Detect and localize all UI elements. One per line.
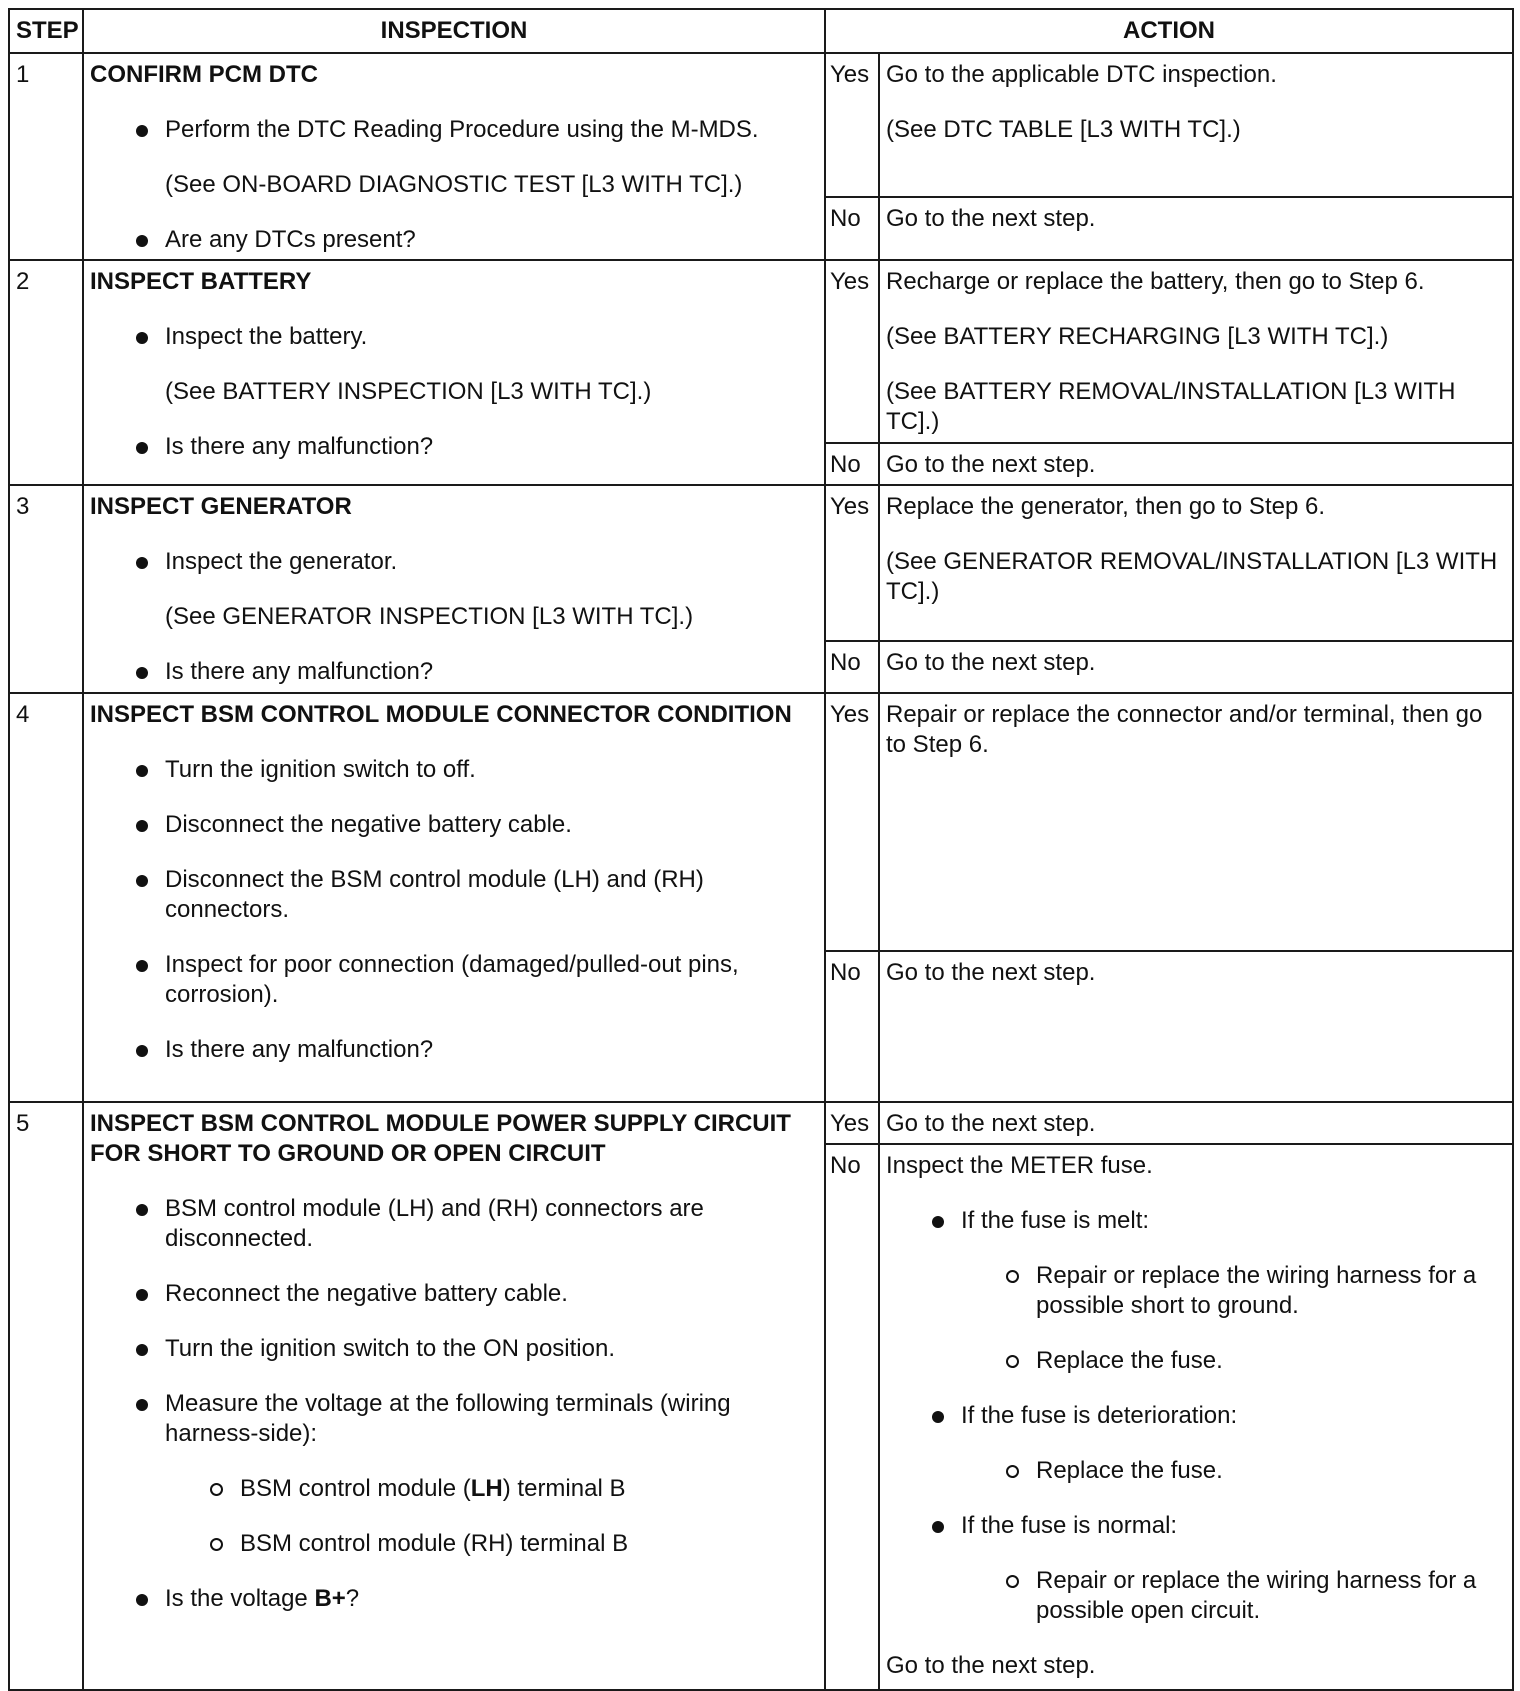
bullet-item: Is there any malfunction? (90, 657, 818, 687)
yes-action-cell (879, 693, 1513, 951)
sub-bullet-item (90, 1474, 818, 1504)
sub-bullet-text: ) terminal B (502, 1475, 626, 1502)
header-action: ACTION (825, 9, 1513, 53)
table-row (9, 1102, 1513, 1144)
action-text: Inspect the METER fuse. (886, 1152, 1153, 1179)
bullet-text: Is the voltage (165, 1585, 315, 1612)
reference-text: (See GENERATOR INSPECTION [L3 WITH TC].) (165, 603, 694, 630)
action-sub-bullet-item: Repair or replace the wiring harness for a possible open circuit. (886, 1566, 1506, 1626)
action-text: Go to the applicable DTC inspection. (886, 61, 1277, 88)
yes-label: Yes (825, 693, 879, 951)
reference-text: (See DTC TABLE [L3 WITH TC].) (886, 116, 1241, 143)
header-inspection: INSPECTION (83, 9, 825, 53)
step-number: 3 (9, 485, 83, 693)
no-action-cell (879, 641, 1513, 693)
bullet-item: Is there any malfunction? (90, 432, 818, 462)
table-row (9, 693, 1513, 951)
inspection-cell (83, 485, 825, 693)
step-title: INSPECT GENERATOR (90, 493, 352, 520)
no-label: No (825, 951, 879, 1102)
yes-label: Yes (825, 53, 879, 197)
yes-action-cell (879, 53, 1513, 197)
action-text: Go to the next step. (886, 1110, 1096, 1137)
action-text: Replace the generator, then go to Step 6. (886, 493, 1325, 520)
yes-action-cell (879, 485, 1513, 641)
bullet-bold-text: B+ (314, 1585, 346, 1612)
step-number: 2 (9, 260, 83, 485)
yes-action-cell (879, 1102, 1513, 1144)
action-text: Recharge or replace the battery, then go to Step 6. (886, 268, 1425, 295)
action-text: Go to the next step. (886, 959, 1096, 986)
step-number: 1 (9, 53, 83, 260)
inspection-cell (83, 260, 825, 485)
yes-label: Yes (825, 1102, 879, 1144)
action-sub-bullet-item: Replace the fuse. (886, 1346, 1506, 1376)
action-text: Repair or replace the connector and/or terminal, then go to Step 6. (886, 701, 1483, 758)
no-label: No (825, 641, 879, 693)
action-sub-bullet-item: Repair or replace the wiring harness for a possible short to ground. (886, 1261, 1506, 1321)
table-header-row (9, 9, 1513, 53)
action-text: Go to the next step. (886, 451, 1096, 478)
reference-text: (See BATTERY RECHARGING [L3 WITH TC].) (886, 323, 1389, 350)
reference-text: (See BATTERY REMOVAL/INSTALLATION [L3 WITH TC].) (886, 378, 1456, 435)
bullet-item: Inspect the generator. (90, 547, 818, 577)
action-text: Go to the next step. (886, 204, 1096, 232)
inspection-table (8, 8, 1514, 1691)
bullet-item: Disconnect the negative battery cable. (90, 810, 818, 840)
table-row (9, 485, 1513, 641)
bullet-item: Turn the ignition switch to off. (90, 755, 818, 785)
yes-label: Yes (825, 260, 879, 443)
bullet-item: Is there any malfunction? (90, 1035, 818, 1065)
no-action-cell (879, 443, 1513, 485)
bullet-item: Inspect for poor connection (damaged/pulled-out pins, corrosion). (90, 950, 818, 1010)
no-label: No (825, 443, 879, 485)
step-number: 4 (9, 693, 83, 1102)
step-title: CONFIRM PCM DTC (90, 61, 318, 88)
reference-text: (See BATTERY INSPECTION [L3 WITH TC].) (165, 378, 652, 405)
table-row (9, 53, 1513, 197)
step-title: INSPECT BSM CONTROL MODULE CONNECTOR CONDITION (90, 701, 792, 728)
action-bullet-item: If the fuse is normal: (886, 1511, 1506, 1541)
action-bullet-item: If the fuse is melt: (886, 1206, 1506, 1236)
inspection-cell (83, 1102, 825, 1690)
diagnostic-procedure-document (8, 8, 1512, 1691)
no-label: No (825, 1144, 879, 1690)
step-title: INSPECT BSM CONTROL MODULE POWER SUPPLY CIRCUIT FOR SHORT TO GROUND OR OPEN CIRCUIT (90, 1110, 791, 1167)
bullet-item: Turn the ignition switch to the ON position. (90, 1334, 818, 1364)
bullet-item (90, 1584, 818, 1614)
reference-text: (See GENERATOR REMOVAL/INSTALLATION [L3 WITH TC].) (886, 548, 1498, 605)
action-text: Go to the next step. (886, 649, 1096, 676)
bullet-item: Disconnect the BSM control module (LH) and (RH) connectors. (90, 865, 818, 925)
bullet-item: Perform the DTC Reading Procedure using the M-MDS. (90, 115, 818, 145)
no-action-cell (879, 197, 1513, 260)
bullet-item: BSM control module (LH) and (RH) connectors are disconnected. (90, 1194, 818, 1254)
bullet-item: Measure the voltage at the following terminals (wiring harness-side): (90, 1389, 818, 1449)
step-title: INSPECT BATTERY (90, 268, 312, 295)
inspection-cell (83, 693, 825, 1102)
step-number: 5 (9, 1102, 83, 1690)
sub-bullet-bold-text: LH (470, 1475, 503, 1502)
no-action-cell (879, 1144, 1513, 1690)
sub-bullet-text: BSM control module ( (240, 1475, 471, 1502)
yes-label: Yes (825, 485, 879, 641)
reference-text: (See ON-BOARD DIAGNOSTIC TEST [L3 WITH TC].) (165, 171, 743, 198)
bullet-item: Reconnect the negative battery cable. (90, 1279, 818, 1309)
action-sub-bullet-item: Replace the fuse. (886, 1456, 1506, 1486)
action-text: Go to the next step. (886, 1652, 1096, 1679)
no-label: No (825, 197, 879, 260)
sub-bullet-item: BSM control module (RH) terminal B (90, 1529, 818, 1559)
bullet-item: Are any DTCs present? (90, 225, 818, 255)
table-row (9, 260, 1513, 443)
header-step: STEP (9, 9, 83, 53)
action-bullet-item: If the fuse is deterioration: (886, 1401, 1506, 1431)
bullet-item: Inspect the battery. (90, 322, 818, 352)
no-action-cell (879, 951, 1513, 1102)
inspection-cell (83, 53, 825, 260)
yes-action-cell (879, 260, 1513, 443)
bullet-text: ? (345, 1585, 360, 1612)
